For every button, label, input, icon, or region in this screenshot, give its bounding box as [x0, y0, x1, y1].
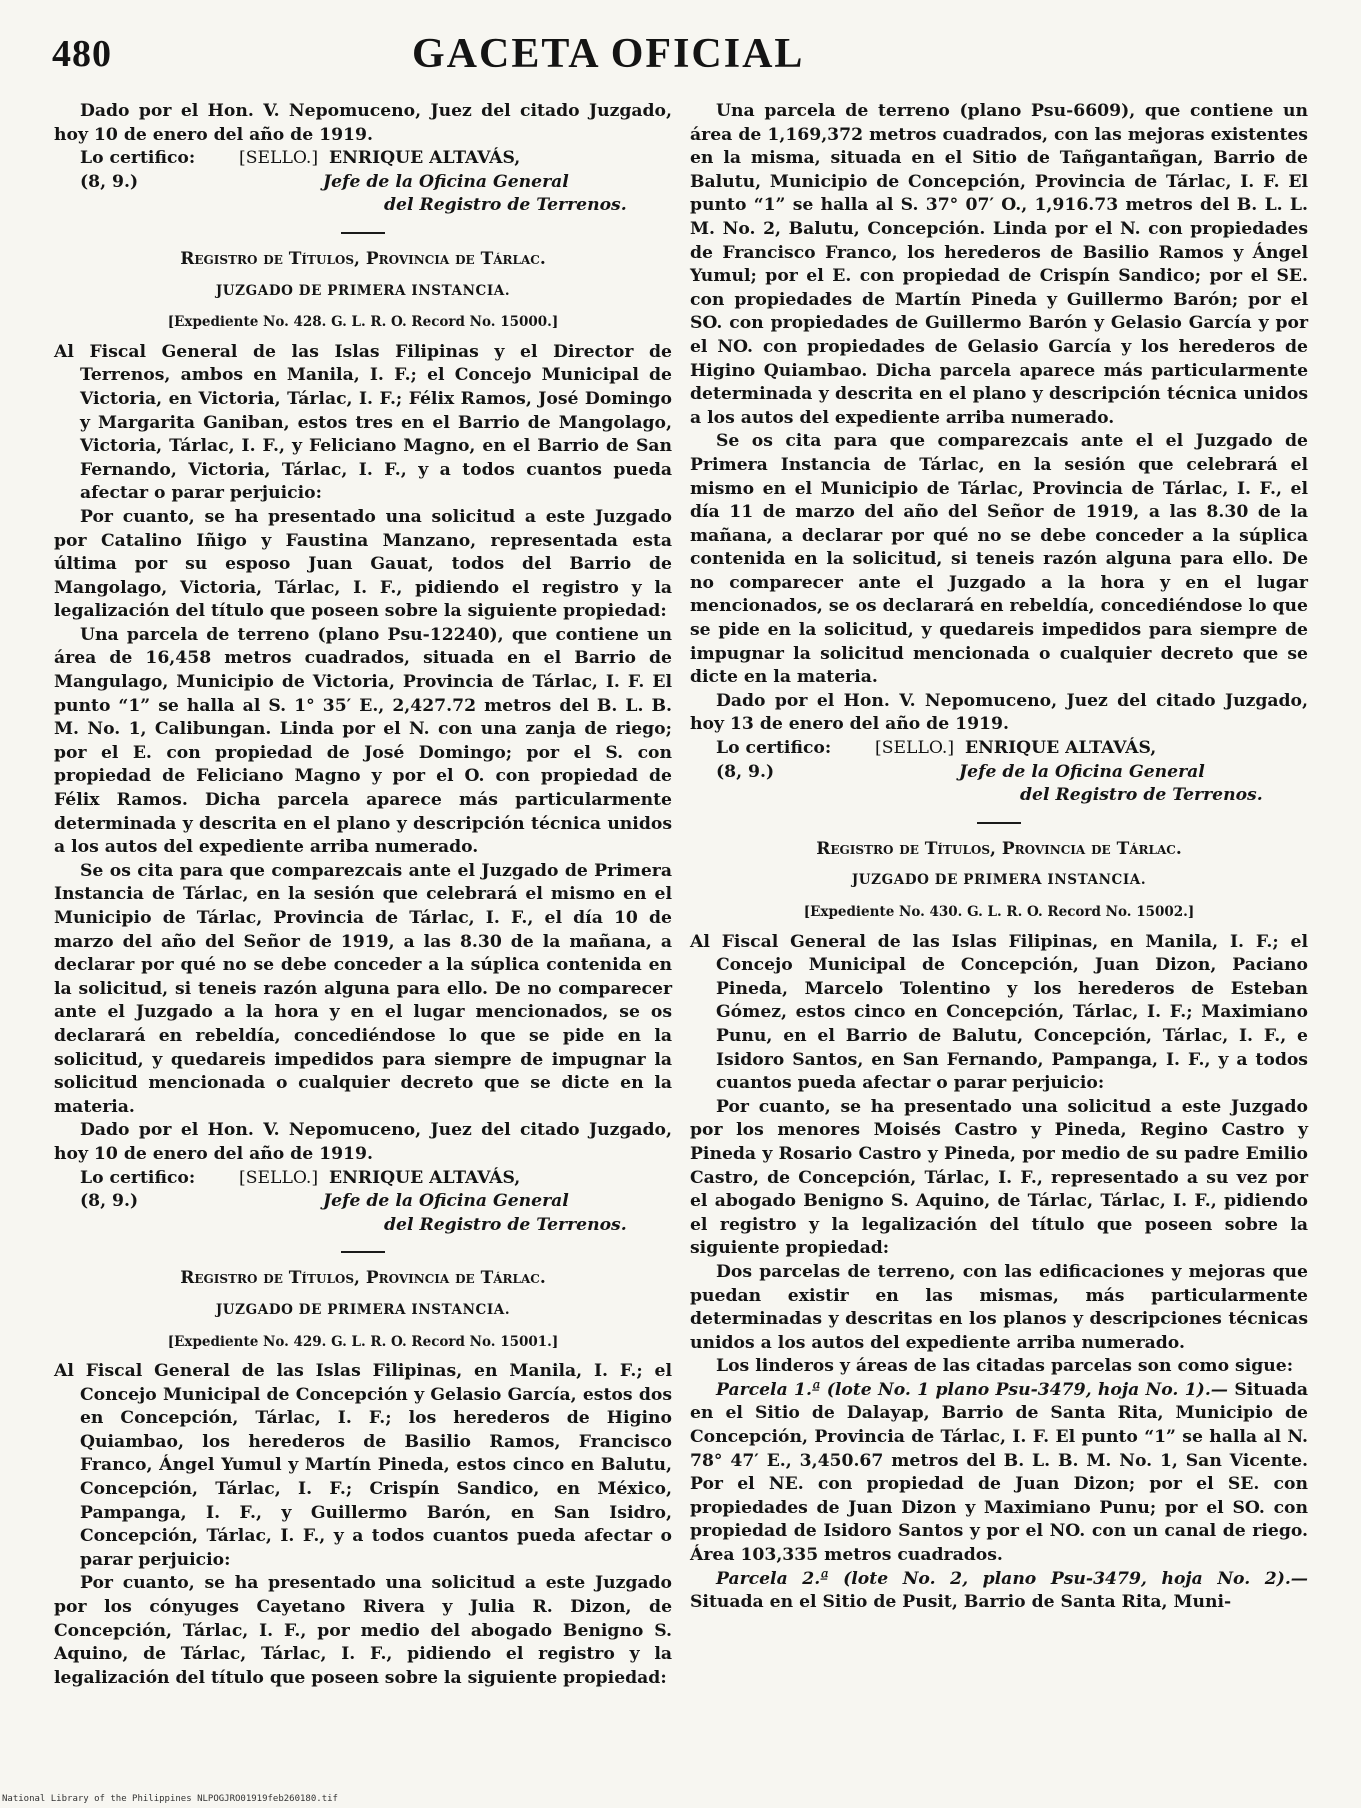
section-title: Registro de Títulos, Provincia de Tárlac.: [816, 838, 1182, 859]
official-name: ENRIQUE ALTAVÁS,: [329, 1167, 521, 1188]
dado-line: Dado por el Hon. V. Nepomuceno, Juez del citado Juzgado, hoy 10 de enero del año de 1919.: [54, 101, 672, 145]
certification-row: [54, 147, 672, 171]
seal-label: [SELLO.]: [239, 148, 319, 169]
expediente-reference: [Expediente No. 429. G. L. R. O. Record No. 15001.]: [167, 1333, 559, 1350]
parcela-paragraph: [690, 1379, 1308, 1568]
page-number: 480: [52, 33, 112, 75]
section-divider: [341, 232, 385, 234]
notice-address: Al Fiscal General de las Islas Filipinas y el Director de Terrenos, ambos en Manila, I. F.; el Concejo Municipal de Victoria, en Victoria, Tárlac, I. F.; Félix Ramos, José Domingo y Margarita Ganiban, estos tres en el Barrio de Mangolago, Victoria, Tárlac, I. F., y Feliciano Magno, en el Barrio de San Fernando, Victoria, Tárlac, I. F., y a todos cuantos pueda afectar o parar perjuicio:: [54, 341, 672, 504]
officer-title-line2: del Registro de Terrenos.: [384, 1214, 627, 1235]
scan-footer: National Library of the Philippines NLPOGJRO01919feb260180.tif: [2, 1794, 338, 1804]
notice-paragraph: Por cuanto, se ha presentado una solicitud a este Juzgado por los cónyuges Cayetano Rivera y Julia R. Dizon, de Concepción, Tárlac, I. F., por medio del abogado Benigno S. Aquino, de Tárlac, Tárlac, I. F., pidiendo el registro y la legalización del título que poseen sobre la siguiente propiedad:: [54, 1573, 672, 1688]
notice-paragraph: Una parcela de terreno (plano Psu-6609), que contiene un área de 1,169,372 metros cuadrados, con las mejoras existentes en la misma, situada en el Sitio de Tañgantañgan, Barrio de Balutu, Municipio de Concepción, Provincia de Tárlac, I. F. El punto “1” se halla al S. 37° 07′ O., 1,916.73 metros del B. L. L. M. No. 2, Balutu, Concepción. Linda por el N. con propiedades de Francisco Franco, los herederos de Basilio Ramos y Ángel Yumul; por el E. con propiedad de Crispín Sandico; por el SE. con propiedades de Martín Pineda y Guillermo Barón; por el SO. con propiedades de Guillermo Barón y Gelasio García y por el NO. con propiedades de Gelasio García y los herederos de Higino Quiambao. Dicha parcela aparece más particularmente determinada y descrita en el plano y descripción técnica unidos a los autos del expediente arriba numerado.: [690, 101, 1308, 428]
official-name: ENRIQUE ALTAVÁS,: [965, 738, 1157, 759]
expediente-reference: [Expediente No. 428. G. L. R. O. Record No. 15000.]: [167, 314, 559, 331]
section-title: Registro de Títulos, Provincia de Tárlac.: [180, 248, 546, 269]
section-title: Registro de Títulos, Provincia de Tárlac.: [180, 1268, 546, 1289]
court-heading: JUZGADO DE PRIMERA INSTANCIA.: [215, 1301, 511, 1318]
officer-title-line1: Jefe de la Oficina General: [323, 1191, 569, 1212]
left-column: [54, 100, 672, 1690]
court-heading: JUZGADO DE PRIMERA INSTANCIA.: [215, 282, 511, 299]
section-divider: [977, 822, 1021, 824]
officer-title-line1: Jefe de la Oficina General: [959, 761, 1205, 782]
notice-address: Al Fiscal General de las Islas Filipinas, en Manila, I. F.; el Concejo Municipal de Concepción, Juan Dizon, Paciano Pineda, Marcelo Tolentino y los herederos de Esteban Gómez, estos cinco en Concepción, Tárlac, I. F.; Maximiano Punu, en el Barrio de Balutu, Concepción, Tárlac, I. F., e Isidoro Santos, en San Fernando, Pampanga, I. F., y a todos cuantos pueda afectar o parar perjuicio:: [690, 931, 1308, 1094]
reference-row: [54, 171, 672, 195]
notice-paragraph: Una parcela de terreno (plano Psu-12240), que contiene un área de 16,458 metros cuadrados, situada en el Barrio de Mangulago, Municipio de Victoria, Provincia de Tárlac, I. F. El punto “1” se halla al S. 1° 35′ E., 2,427.72 metros del B. L. B. M. No. 1, Calibungan. Linda por el N. con una zanja de riego; por el E. con propiedad de José Domingo; por el S. con propiedad de Feliciano Magno y por el O. con propiedad de Félix Ramos. Dicha parcela aparece más particularmente determinada y descrita en el plano y descripción técnica unidos a los autos del expediente arriba numerado.: [54, 624, 672, 858]
reference-code: (8, 9.): [80, 171, 139, 192]
parcela-label: Parcela 2.ª (lote No. 2, plano Psu-3479, hoja No. 2).—: [716, 1568, 1308, 1589]
notice-paragraph: Por cuanto, se ha presentado una solicitud a este Juzgado por los menores Moisés Castro y Pineda, Regino Castro y Pineda y Rosario Castro y Pineda, por medio de su padre Emilio Castro, de Concepción, Tárlac, I. F., representado a su vez por el abogado Benigno S. Aquino, de Tárlac, Tárlac, I. F., pidiendo el registro y la legalización del título que poseen sobre la siguiente propiedad:: [690, 1096, 1308, 1259]
officer-title-line2: del Registro de Terrenos.: [384, 195, 627, 216]
reference-code: (8, 9.): [80, 1191, 139, 1212]
lo-certifico: Lo certifico:: [80, 1167, 196, 1188]
masthead-title: GACETA OFICIAL: [412, 31, 805, 77]
parcela-text: Situada en el Sitio de Pusit, Barrio de Santa Rita, Muni-: [690, 1592, 1232, 1613]
reference-code: (8, 9.): [716, 761, 775, 782]
notice-paragraph: Se os cita para que comparezcais ante el Juzgado de Primera Instancia de Tárlac, en la sesión que celebrará el mismo en el Municipio de Tárlac, Provincia de Tárlac, I. F., el día 10 de marzo del año del Señor de 1919, a las 8.30 de la mañana, a declarar por qué no se debe conceder a la súplica contenida en la solicitud, si teneis razón alguna para ello. De no comparecer ante el Juzgado a la hora y en el lugar mencionados, se os declarará en rebeldía, concediéndose lo que se pide en la solicitud, y quedareis impedidos para siempre de impugnar la solicitud mencionada o cualquier decreto que se dicte en la materia.: [54, 860, 672, 1117]
expediente-reference: [Expediente No. 430. G. L. R. O. Record No. 15002.]: [803, 904, 1195, 920]
reference-row: [690, 761, 1308, 785]
official-name: ENRIQUE ALTAVÁS,: [329, 148, 521, 169]
certification-row: [690, 737, 1308, 761]
dado-line: Dado por el Hon. V. Nepomuceno, Juez del citado Juzgado, hoy 10 de enero del año de 1919.: [54, 1120, 672, 1164]
lo-certifico: Lo certifico:: [80, 148, 196, 169]
notice-address: Al Fiscal General de las Islas Filipinas, en Manila, I. F.; el Concejo Municipal de Concepción y Gelasio García, estos dos en Concepción, Tárlac, I. F.; los herederos de Higino Quiambao, los herederos de Basilio Ramos, Francisco Franco, Ángel Yumul y Martín Pineda, estos cinco en Balutu, Concepción, Tárlac, I. F.; Crispín Sandico, en México, Pampanga, I. F., y Guillermo Barón, en San Isidro, Concepción, Tárlac, I. F., y a todos cuantos pueda afectar o parar perjuicio:: [54, 1361, 672, 1570]
officer-title-line2: del Registro de Terrenos.: [1020, 785, 1263, 806]
parcela-paragraph: [690, 1568, 1308, 1615]
parcela-label: Parcela 1.ª (lote No. 1 plano Psu-3479, hoja No. 1).—: [716, 1379, 1228, 1400]
reference-row: [54, 1190, 672, 1214]
notice-paragraph: Por cuanto, se ha presentado una solicitud a este Juzgado por Catalino Iñigo y Faustina Manzano, representada esta última por su esposo Juan Gauat, todos del Barrio de Mangolago, Victoria, Tárlac, I. F., pidiendo el registro y la legalización del título que poseen sobre la siguiente propiedad:: [54, 506, 672, 622]
parcela-text: Situada en el Sitio de Dalayap, Barrio de Santa Rita, Municipio de Concepción, Provincia de Tárlac, I. F. El punto “1” se halla al N. 78° 47′ E., 3,450.67 metros del B. L. B. M. No. 1, San Vicente. Por el NE. con propiedad de Juan Dizon; por el SE. con propiedades de Juan Dizon y Maximiano Punu; por el SO. con propiedad de Isidoro Santos y por el NO. con un canal de riego. Área 103,335 metros cuadrados.: [690, 1379, 1309, 1566]
right-column: [690, 100, 1308, 1615]
certification-row: [54, 1167, 672, 1191]
dado-line: Dado por el Hon. V. Nepomuceno, Juez del citado Juzgado, hoy 13 de enero del año de 1919.: [690, 690, 1308, 735]
notice-paragraph: Dos parcelas de terreno, con las edificaciones y mejoras que puedan existir en las mismas, más particularmente determinadas y descritas en los planos y descripciones técnicas unidos a los autos del expediente arriba numerado.: [690, 1261, 1308, 1353]
section-divider: [341, 1251, 385, 1253]
officer-title-line1: Jefe de la Oficina General: [323, 171, 569, 192]
lo-certifico: Lo certifico:: [716, 738, 832, 759]
court-heading: JUZGADO DE PRIMERA INSTANCIA.: [851, 872, 1147, 889]
page-header: [52, 28, 1322, 90]
seal-label: [SELLO.]: [239, 1167, 319, 1188]
seal-label: [SELLO.]: [875, 738, 955, 759]
notice-paragraph: Los linderos y áreas de las citadas parcelas son como sigue:: [716, 1356, 1294, 1377]
notice-paragraph: Se os cita para que comparezcais ante el el Juzgado de Primera Instancia de Tárlac, en la sesión que celebrará el mismo en el Municipio de Tárlac, Provincia de Tárlac, I. F., el día 11 de marzo del año del Señor de 1919, a las 8.30 de la mañana, a declarar por qué no se debe conceder a la súplica contenida en la solicitud, si teneis razón alguna para ello. De no comparecer ante el Juzgado a la hora y en el lugar mencionados, se os declarará en rebeldía, concediéndose lo que se pide en la solicitud, y quedareis impedidos para siempre de impugnar la solicitud mencionada o cualquier decreto que se dicte en la materia.: [690, 431, 1308, 688]
